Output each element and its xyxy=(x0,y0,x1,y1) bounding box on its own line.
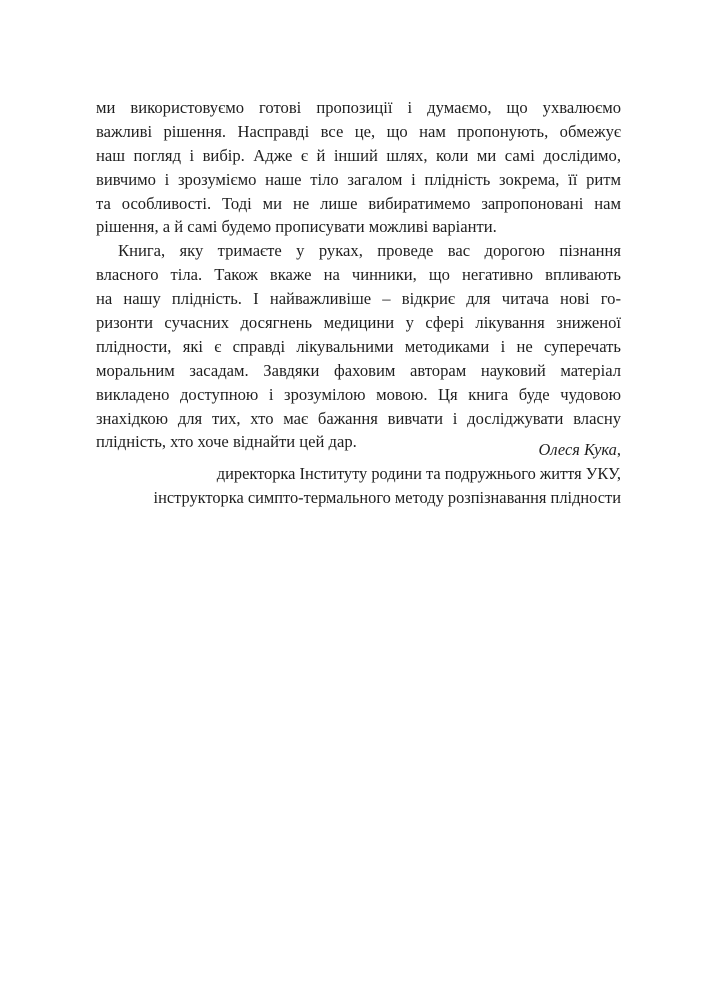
text-line: ми використовуємо готові пропозиції і думаємо, що ухвалюємо xyxy=(96,98,621,117)
signature-author-line xyxy=(154,438,621,462)
paragraph-1 xyxy=(96,96,621,239)
author-comma: , xyxy=(616,440,621,459)
text-line: знахідкою для тих, хто має бажання вивчати і досліджувати власну xyxy=(96,408,621,428)
text-line: важливі рішення. Насправді все це, що нам пропонують, обмежує xyxy=(96,121,621,141)
author-role-1: директорка Інституту родини та подружнього життя УКУ, xyxy=(216,463,621,483)
text-line: викладено доступною і зрозумілою мовою. Ця книга буде чудовою xyxy=(96,384,621,404)
text-line: моральним засадам. Завдяки фаховим авторам науковий матеріал xyxy=(96,360,621,380)
signature-block xyxy=(154,438,621,510)
text-line: Книга, яку тримаєте у руках, проведе вас дорогою пізнання xyxy=(118,241,621,261)
author-role-2: інструкторка симпто-термального методу розпізнавання плідности xyxy=(153,487,621,507)
text-line: плідність, хто хоче віднайти цей дар. xyxy=(96,432,357,452)
text-line: наш погляд і вибір. Адже є й інший шлях, коли ми самі дослідимо, xyxy=(96,145,621,165)
body-text xyxy=(96,96,621,454)
author-name: Олеся Кука xyxy=(538,440,617,459)
paragraph-2 xyxy=(96,239,621,454)
text-line: вивчимо і зрозуміємо наше тіло загалом і плідність зокрема, її ритм xyxy=(96,169,621,189)
text-line: плідности, які є справді лікувальними методиками і не суперечать xyxy=(96,336,621,356)
text-line: та особливості. Тоді ми не лише вибиратимемо запропоновані нам xyxy=(96,193,621,213)
text-line: ризонти сучасних досягнень медицини у сфері лікування зниженої xyxy=(96,313,621,333)
text-line: на нашу плідність. І найважливіше – відкриє для читача нові го- xyxy=(96,289,621,309)
text-line: власного тіла. Також вкаже на чинники, що негативно впливають xyxy=(96,265,621,285)
text-line: рішення, а й самі будемо прописувати можливі варіанти. xyxy=(96,217,497,237)
